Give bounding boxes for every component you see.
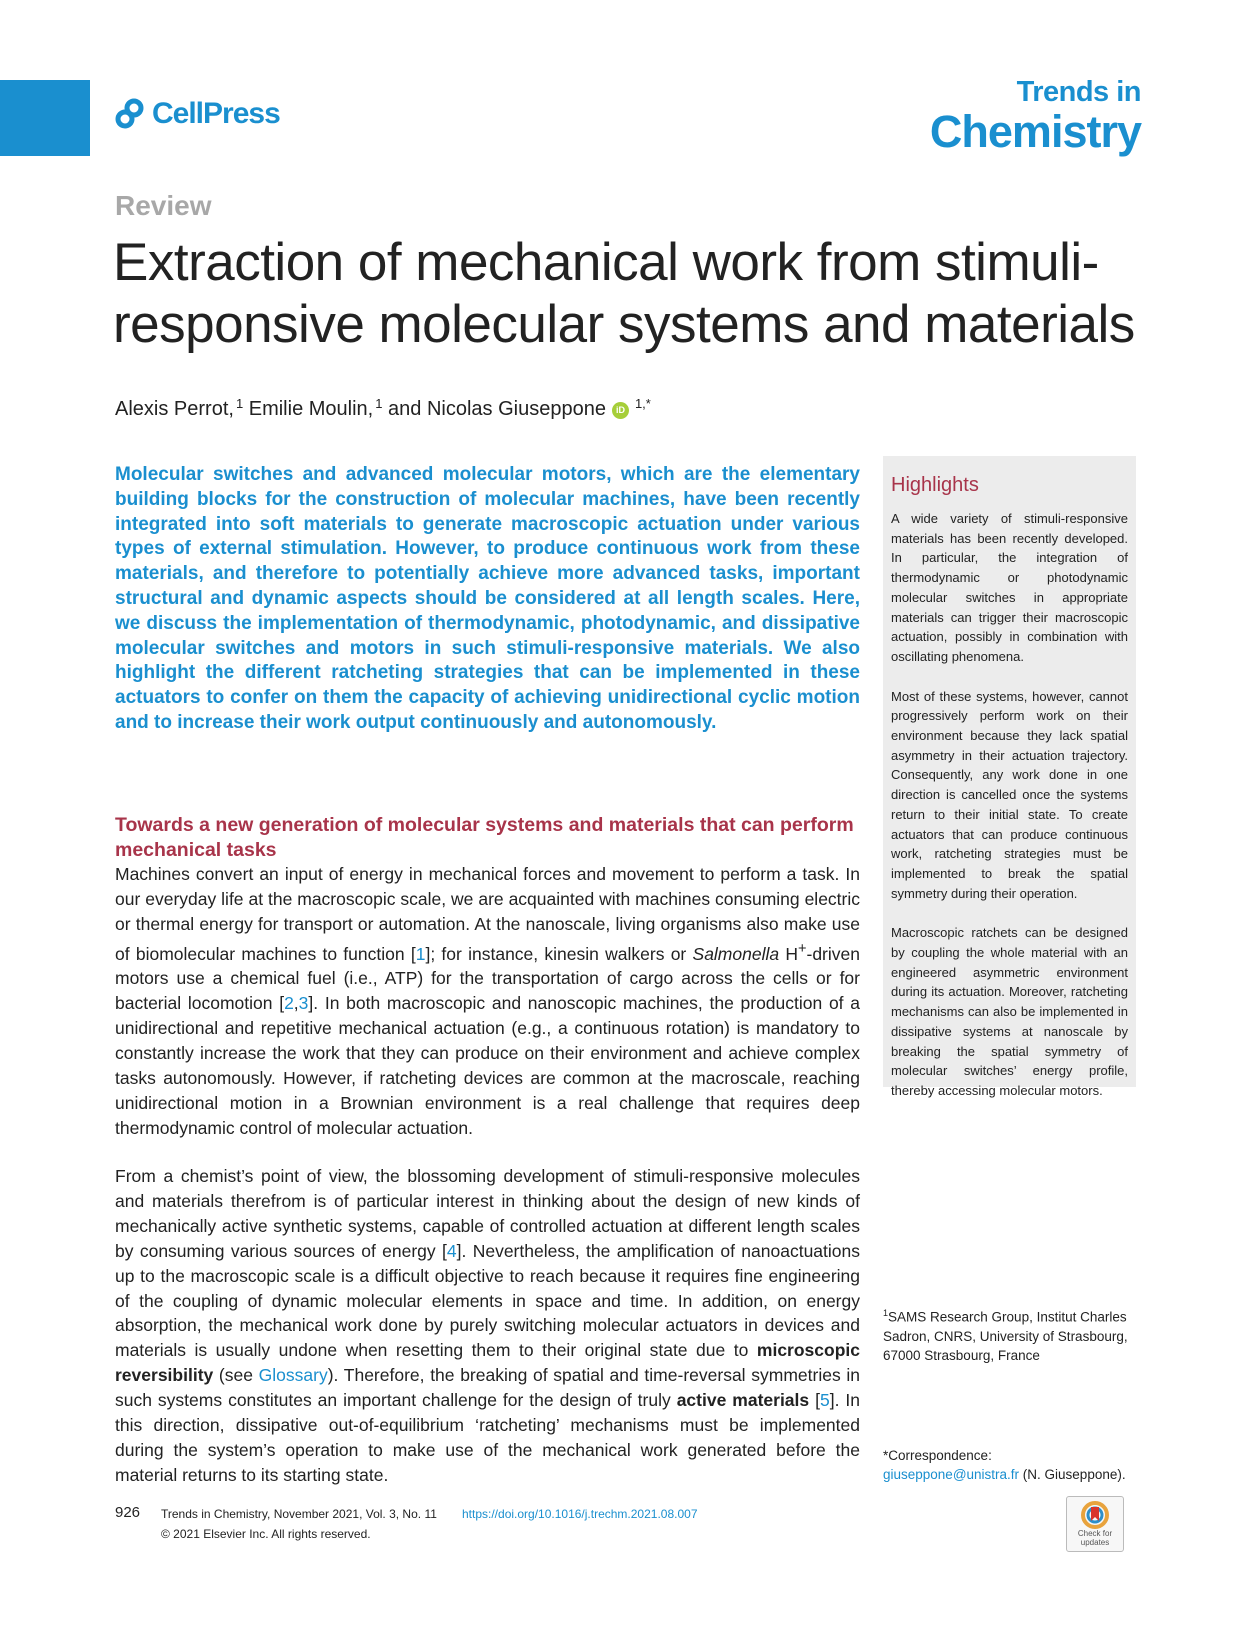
highlights-title: Highlights — [891, 474, 979, 496]
article-title: Extraction of mechanical work from stimuli-responsive molecular systems and materials — [113, 233, 1135, 354]
journal-name-line1: Trends in — [1016, 76, 1141, 108]
text-run: [ — [809, 1390, 820, 1411]
glossary-link[interactable]: Glossary — [258, 1365, 328, 1386]
text-run: ]. In both macroscopic and nanoscopic machines, the production of a unidirectional and repetitive mechanical actuation (e.g., a continuous rotation) is mandatory to constantly increase the work that they can produce on their environment and achieve complex tasks autonomously. However, if ratcheting devices are common at the macroscale, reaching unidirectional motion in a Brownian environment is a real challenge that requires deep thermodynamic control of molecular actuation. — [115, 993, 860, 1138]
author-affiliation-mark: 1 — [375, 396, 383, 411]
highlights-box — [883, 456, 1136, 1098]
cellpress-link-icon — [114, 98, 146, 130]
check-updates-label: Check for — [1077, 1529, 1113, 1538]
footer-copyright: © 2021 Elsevier Inc. All rights reserved. — [161, 1527, 371, 1541]
author-conjunction: and — [388, 398, 422, 420]
article-type: Review — [115, 190, 212, 221]
species-name: Salmonella — [692, 943, 780, 964]
text-run: , — [293, 993, 299, 1014]
correspondence-name: (N. Giuseppone). — [1019, 1467, 1126, 1482]
glossary-term: microscopic reversibility — [115, 1340, 860, 1386]
body-paragraph — [115, 1164, 860, 1488]
reference-link[interactable]: 2 — [284, 993, 294, 1014]
text-run: (see — [213, 1365, 259, 1386]
affiliation — [883, 1304, 1143, 1365]
text-run: -driven motors use a chemical fuel (i.e., ATP) for the transportation of cargo across the cells or for bacterial locomotion [ — [115, 943, 860, 1014]
text-run: ]. Nevertheless, the amplification of nanoactuations up to the macroscopic scale is a difficult objective to reach because it requires fine engineering of the coupling of dynamic molecular elements in space and time. In addition, on energy absorption, the mechanical work done by purely switching molecular actuators in devices and materials is usually undone when resetting them to their original state due to — [115, 1240, 860, 1361]
journal-name-line2: Chemistry — [929, 106, 1141, 157]
affiliation-mark: 1 — [883, 1308, 889, 1318]
author-name: Nicolas Giuseppone — [426, 398, 606, 420]
check-for-updates-button[interactable] — [1066, 1496, 1124, 1552]
page-number: 926 — [115, 1504, 141, 1521]
author-affiliation-mark: 1 — [235, 396, 244, 411]
author-list — [115, 398, 651, 421]
brand-corner-block — [0, 80, 90, 156]
text-run: H — [779, 943, 798, 964]
text-run: Machines convert an input of energy in mechanical forces and movement to perform a task. In our everyday life at the macroscopic scale, we are acquainted with machines consuming electric or thermal energy for transport or automation. At the nanoscale, living organisms also make use of biomolecular machines to function [ — [115, 864, 860, 964]
author-name: Emilie Moulin, — [248, 398, 374, 420]
correspondence-label: *Correspondence: — [883, 1448, 992, 1463]
highlight-paragraph: A wide variety of stimuli-responsive materials has been recently developed. In particular, the integration of thermodynamic or photodynamic molecular switches in appropriate materials can trigger their macroscopic actuation, possibly in combination with oscillating phenomena. — [891, 511, 1128, 664]
body-paragraph — [115, 862, 860, 1141]
reference-link[interactable]: 3 — [298, 993, 309, 1014]
text-run: ]. In this direction, dissipative out-of-equilibrium ‘ratcheting’ mechanisms must be implemented during the system’s operation to make use of the mechanical work generated before the material returns to its starting state. — [115, 1390, 860, 1485]
journal-logo[interactable] — [929, 76, 1141, 157]
publisher-name: CellPress — [152, 97, 280, 130]
doi-link[interactable]: https://doi.org/10.1016/j.trechm.2021.08.007 — [462, 1507, 698, 1521]
author-affiliation-mark: 1,* — [634, 396, 651, 411]
orcid-icon[interactable]: iD — [612, 402, 629, 419]
superscript: + — [797, 940, 807, 957]
correspondence-email-link[interactable]: giuseppone@unistra.fr — [883, 1467, 1020, 1482]
footer-citation: Trends in Chemistry, November 2021, Vol. 3, No. 11 — [161, 1507, 437, 1521]
cellpress-logo[interactable] — [114, 96, 280, 132]
affiliation-text: SAMS Research Group, Institut Charles Sadron, CNRS, University of Strasbourg, 67000 Strasbourg, France — [883, 1309, 1128, 1363]
check-updates-label: updates — [1080, 1538, 1110, 1547]
text-run: From a chemist’s point of view, the blossoming development of stimuli-responsive molecules and materials therefrom is of particular interest in thinking about the design of new kinds of mechanically active synthetic systems, capable of controlled actuation at different length scales by consuming various sources of energy [ — [115, 1166, 860, 1261]
text-run: ). Therefore, the breaking of spatial and time-reversal symmetries in such systems constitutes an important challenge for the design of truly — [115, 1365, 860, 1411]
reference-link[interactable]: 4 — [446, 1240, 457, 1261]
reference-link[interactable]: 1 — [415, 943, 426, 964]
highlight-paragraph: Most of these systems, however, cannot progressively perform work on their environment because they lack spatial asymmetry in their actuation trajectory. Consequently, any work done in one direction is cancelled once the systems return to their initial state. To create actuators that can produce continuous work, ratcheting strategies must be implemented to break the spatial symmetry during their operation. — [891, 688, 1128, 901]
abstract: Molecular switches and advanced molecular motors, which are the elementary building blocks for the construction of molecular machines, have been recently integrated into soft materials to generate macroscopic actuation under various types of external stimulation. However, to produce continuous work from these materials, and therefore to potentially achieve more advanced tasks, important structural and dynamic aspects should be considered at all length scales. Here, we discuss the implementation of thermodynamic, photodynamic, and dissipative molecular switches and motors in such stimuli-responsive materials. We also highlight the different ratcheting strategies that can be implemented in these actuators to confer on them the capacity of achieving unidirectional cyclic motion and to increase their work output continuously and autonomously. — [115, 464, 860, 733]
reference-link[interactable]: 5 — [819, 1390, 830, 1411]
glossary-term: active materials — [676, 1390, 810, 1411]
section-heading: Towards a new generation of molecular systems and materials that can perform mechanical tasks — [115, 814, 854, 861]
author-name: Alexis Perrot, — [115, 398, 234, 420]
check-updates-icon — [1081, 1501, 1109, 1529]
highlight-paragraph: Macroscopic ratchets can be designed by coupling the whole material with an engineered asymmetric environment during its actuation. Moreover, ratcheting mechanisms can also be implemented in dissipative systems at nanoscale by breaking the spatial symmetry of molecular switches’ energy profile, thereby accessing molecular motors. — [891, 925, 1128, 1098]
correspondence — [883, 1446, 1143, 1484]
text-run: ]; for instance, kinesin walkers or — [425, 943, 693, 964]
